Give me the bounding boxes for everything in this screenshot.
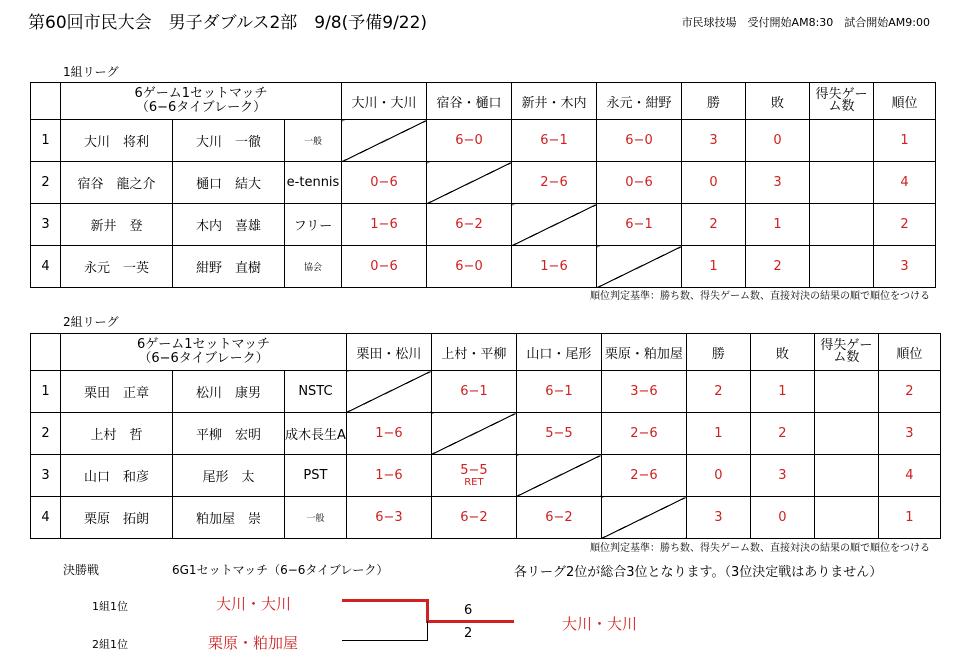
player-1: 大川 将利: [61, 120, 173, 162]
table-row: [31, 204, 936, 246]
match-score-value: 2−6: [630, 426, 658, 441]
match-score: [342, 246, 427, 288]
row-number: 4: [31, 497, 61, 539]
opponent-header: 栗田・松川: [346, 334, 431, 371]
match-score-value: 6−3: [375, 510, 403, 525]
match-score-value: 6−2: [460, 510, 488, 525]
game-diff-header-line1: 得失ゲー: [815, 87, 868, 102]
affiliation: e-tennis: [285, 162, 342, 204]
rank: 3: [874, 246, 936, 288]
table-row: [31, 413, 941, 455]
final-format: 6G1セットマッチ（6−6タイブレーク）: [172, 563, 389, 577]
league-table: [30, 82, 936, 288]
ranking-criteria: 順位判定基準：勝ち数、得失ゲーム数、直接対決の結果の順で順位をつける: [590, 543, 930, 554]
final-winner: 大川・大川: [562, 615, 638, 633]
opponent-header: 上村・平柳: [431, 334, 516, 371]
rank: 2: [874, 204, 936, 246]
game-diff: [810, 246, 874, 288]
match-score: [427, 120, 512, 162]
affiliation: フリー: [285, 204, 342, 246]
game-diff: [810, 162, 874, 204]
match-score: [431, 371, 516, 413]
game-diff: [814, 497, 878, 539]
match-score-value: 0−6: [370, 259, 398, 274]
player-2: 粕加屋 崇: [173, 497, 285, 539]
league-label: 2組リーグ: [63, 315, 119, 329]
losses-count: 2: [746, 246, 810, 288]
opponent-header: 宿谷・樋口: [427, 83, 512, 120]
player-2: 木内 喜雄: [173, 204, 285, 246]
affiliation: NSTC: [285, 371, 347, 413]
affiliation: 成木長生A: [285, 413, 347, 455]
player-1: 宿谷 龍之介: [61, 162, 173, 204]
losses-count: 1: [746, 204, 810, 246]
rank: 3: [878, 413, 940, 455]
league-label: 1組リーグ: [63, 65, 119, 79]
opponent-header: 大川・大川: [342, 83, 427, 120]
affiliation: 協会: [285, 246, 342, 288]
player-2: 松川 康男: [173, 371, 285, 413]
match-score: [597, 120, 682, 162]
match-score: [431, 455, 516, 497]
wins-count: 0: [682, 162, 746, 204]
wins-header: 勝: [682, 83, 746, 120]
wins-count: 3: [686, 497, 750, 539]
final-score-top: 6: [464, 603, 473, 618]
match-score-value: 2−6: [540, 175, 568, 190]
wins-count: 0: [686, 455, 750, 497]
match-format-line2: （6−6タイブレーク）: [138, 351, 269, 366]
row-number: 2: [31, 413, 61, 455]
match-score-value: 6−1: [545, 384, 573, 399]
table-row: [31, 162, 936, 204]
league-table: [30, 333, 941, 539]
page-title: 第60回市民大会 男子ダブルス2部 9/8(予備9/22): [28, 13, 428, 33]
self-match-cell: [512, 204, 597, 246]
rank: 4: [878, 455, 940, 497]
match-score: [516, 413, 601, 455]
wins-count: 1: [682, 246, 746, 288]
match-score-value: 6−2: [545, 510, 573, 525]
player-2: 樋口 結大: [173, 162, 285, 204]
losses-count: 3: [750, 455, 814, 497]
row-number: 1: [31, 120, 61, 162]
bracket-join-red: [426, 599, 429, 621]
game-diff: [810, 204, 874, 246]
table-row: [31, 497, 941, 539]
wins-header: 勝: [686, 334, 750, 371]
match-format: [61, 83, 342, 120]
row-number: 2: [31, 162, 61, 204]
self-match-cell: [597, 246, 682, 288]
seed1-team: 大川・大川: [216, 595, 292, 613]
wins-count: 2: [686, 371, 750, 413]
losses-count: 0: [750, 497, 814, 539]
affiliation: 一般: [285, 120, 342, 162]
losses-count: 0: [746, 120, 810, 162]
match-score-value: 6−1: [625, 217, 653, 232]
seed2-label: 2組1位: [92, 638, 128, 651]
game-diff-header-line1: 得失ゲー: [820, 338, 873, 353]
self-match-cell: [516, 455, 601, 497]
match-score: [516, 371, 601, 413]
self-match-cell: [427, 162, 512, 204]
player-2: 平柳 宏明: [173, 413, 285, 455]
rank: 2: [878, 371, 940, 413]
opponent-header: 永元・紺野: [597, 83, 682, 120]
match-score-value: 2−6: [630, 468, 658, 483]
match-score: [346, 497, 431, 539]
rank-header: 順位: [874, 83, 936, 120]
match-score-value: 0−6: [370, 175, 398, 190]
seed2-team: 栗原・粕加屋: [208, 634, 299, 652]
match-score: [597, 162, 682, 204]
player-1: 栗田 正章: [61, 371, 173, 413]
affiliation: PST: [285, 455, 347, 497]
game-diff-header-line2: ム数: [833, 350, 860, 365]
match-score-value: 3−6: [630, 384, 658, 399]
match-format-line2: （6−6タイブレーク）: [135, 100, 267, 115]
match-score-value: 1−6: [370, 217, 398, 232]
match-score: [427, 246, 512, 288]
rank: 4: [874, 162, 936, 204]
losses-count: 3: [746, 162, 810, 204]
match-format-line1: 6ゲーム1セットマッチ: [136, 337, 270, 352]
self-match-cell: [431, 413, 516, 455]
match-score: [601, 455, 686, 497]
match-format: [61, 334, 347, 371]
player-1: 永元 一英: [61, 246, 173, 288]
bracket-winner-line: [426, 620, 514, 623]
game-diff-header-line2: ム数: [828, 99, 855, 114]
final-label: 決勝戦: [63, 563, 100, 577]
rank: 1: [878, 497, 940, 539]
match-score-value: 6−2: [455, 217, 483, 232]
match-score: [512, 246, 597, 288]
losses-count: 1: [750, 371, 814, 413]
match-score-value: 6−1: [540, 133, 568, 148]
wins-count: 1: [686, 413, 750, 455]
match-score: [346, 413, 431, 455]
game-diff: [814, 413, 878, 455]
match-score: [601, 371, 686, 413]
player-1: 山口 和彦: [61, 455, 173, 497]
header-blank: [31, 83, 61, 120]
match-score: [512, 162, 597, 204]
match-score-value: 1−6: [540, 259, 568, 274]
match-score: [516, 497, 601, 539]
losses-header: 敗: [746, 83, 810, 120]
rank-header: 順位: [878, 334, 940, 371]
game-diff: [810, 120, 874, 162]
self-match-cell: [346, 371, 431, 413]
match-score-value: 5−5: [460, 463, 488, 478]
match-format-line1: 6ゲーム1セットマッチ: [134, 86, 268, 101]
row-number: 3: [31, 204, 61, 246]
match-score-value: 5−5: [545, 426, 573, 441]
table-row: [31, 455, 941, 497]
match-score: [431, 497, 516, 539]
match-score-value: 1−6: [375, 426, 403, 441]
match-score-value: 6−0: [625, 133, 653, 148]
match-score: [342, 162, 427, 204]
table-row: [31, 246, 936, 288]
match-score-value: 6−0: [455, 259, 483, 274]
opponent-header: 栗原・粕加屋: [601, 334, 686, 371]
seed1-label: 1組1位: [92, 600, 128, 613]
match-score-note: RET: [464, 477, 484, 488]
game-diff-header: [814, 334, 878, 371]
opponent-header: 新井・木内: [512, 83, 597, 120]
game-diff-header: [810, 83, 874, 120]
player-2: 尾形 太: [173, 455, 285, 497]
player-1: 新井 登: [61, 204, 173, 246]
player-1: 栗原 拓朗: [61, 497, 173, 539]
bracket-seed2-line: [342, 640, 427, 641]
match-score: [597, 204, 682, 246]
game-diff: [814, 371, 878, 413]
table-row: [31, 120, 936, 162]
table-row: [31, 371, 941, 413]
final-score-bottom: 2: [464, 626, 473, 641]
row-number: 1: [31, 371, 61, 413]
wins-count: 3: [682, 120, 746, 162]
player-1: 上村 哲: [61, 413, 173, 455]
row-number: 3: [31, 455, 61, 497]
self-match-cell: [601, 497, 686, 539]
game-diff: [814, 455, 878, 497]
wins-count: 2: [682, 204, 746, 246]
affiliation: 一般: [285, 497, 347, 539]
self-match-cell: [342, 120, 427, 162]
venue-info: 市民球技場 受付開始AM8:30 試合開始AM9:00: [681, 16, 930, 29]
bracket-seed1-line: [342, 599, 427, 602]
match-score-value: 1−6: [375, 468, 403, 483]
header-blank: [31, 334, 61, 371]
losses-header: 敗: [750, 334, 814, 371]
match-score-value: 6−0: [455, 133, 483, 148]
final-note: 各リーグ2位が総合3位となります。（3位決定戦はありません）: [514, 565, 883, 580]
row-number: 4: [31, 246, 61, 288]
losses-count: 2: [750, 413, 814, 455]
bracket-join-black: [427, 621, 428, 641]
player-2: 大川 一徹: [173, 120, 285, 162]
ranking-criteria: 順位判定基準：勝ち数、得失ゲーム数、直接対決の結果の順で順位をつける: [590, 291, 930, 302]
match-score-value: 0−6: [625, 175, 653, 190]
match-score: [601, 413, 686, 455]
rank: 1: [874, 120, 936, 162]
match-score: [512, 120, 597, 162]
match-score: [427, 204, 512, 246]
player-2: 紺野 直樹: [173, 246, 285, 288]
match-score: [346, 455, 431, 497]
match-score: [342, 204, 427, 246]
opponent-header: 山口・尾形: [516, 334, 601, 371]
match-score-value: 6−1: [460, 384, 488, 399]
